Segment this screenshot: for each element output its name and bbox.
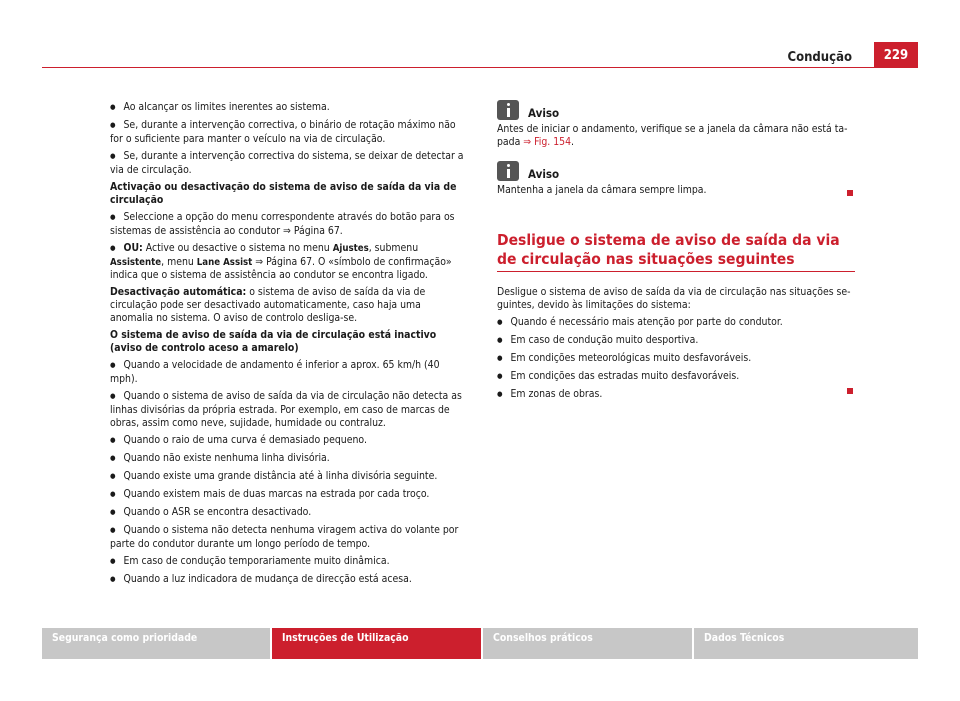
warning-text-tail: . [571,136,574,148]
list-item: ● Em caso de condução muito desportiva. [497,334,853,348]
section-list [497,316,853,402]
page-number: 229 [874,42,918,68]
section-heading-rule [497,271,855,272]
list-item: ● Seleccione a opção do menu correspondente através do botão para os sistemas de assistência ao condutor ⇒ Página 67. [110,211,465,238]
right-column [497,106,853,406]
ou-text: ⇒ Página 67. O «símbolo de confirmação» indica que o sistema de assistência ao condutor se encontra ligado. [110,256,452,281]
ou-text: , menu [161,256,197,268]
section-intro: Desligue o sistema de aviso de saída da via de circulação nas situações seguintes, devido às limitações do sistema: [497,286,851,311]
warning-icon [497,161,519,181]
warning-box-clean [497,159,853,197]
footer-tab-tips[interactable]: Conselhos práticos [483,628,692,659]
list-item: ● Quando a velocidade de andamento é inferior a aprox. 65 km/h (40 mph). [110,359,465,386]
header-rule [42,67,918,68]
list-item-ou [110,242,465,282]
ou-text: Active ou desactive o sistema no menu [142,242,333,254]
section-end-mark [847,388,853,394]
list-item: ● Em zonas de obras. [497,388,853,402]
list-item: ● Quando o raio de uma curva é demasiado pequeno. [110,434,465,448]
section-end-mark [847,190,853,196]
list-item: ● Quando a luz indicadora de mudança de direcção está acesa. [110,573,465,587]
footer-tab-instructions[interactable]: Instruções de Utilização [272,628,481,659]
menu-assistente: Assistente [110,257,162,268]
list-item: ● Quando existem mais de duas marcas na estrada por cada troço. [110,488,465,502]
menu-ajustes: Ajustes [332,243,369,254]
footer-tab-safety[interactable]: Segurança como prioridade [42,628,270,659]
figure-link[interactable]: ⇒ Fig. 154 [523,136,572,148]
ou-label: OU: [123,242,143,254]
inactive-heading: O sistema de aviso de saída da via de circulação está inactivo (aviso de controlo aceso a amarelo) [110,329,437,354]
activation-heading: Activação ou desactivação do sistema de aviso de saída da via de circulação [110,181,457,206]
warning-icon [497,100,519,120]
list-item: ● Quando não existe nenhuma linha divisória. [110,452,465,466]
left-column [110,101,465,591]
footer-tab-technical-data[interactable]: Dados Técnicos [694,628,918,659]
auto-label: Desactivação automática: [110,286,247,298]
menu-lane-assist: Lane Assist [196,257,253,268]
warning-text [497,123,853,149]
warning-text: Mantenha a janela da câmara sempre limpa. [497,184,707,196]
warning-box-camera [497,98,853,149]
warning-title: Aviso [528,106,560,120]
list-item: ● Ao alcançar os limites inerentes ao sistema. [110,101,465,115]
list-item: ● Quando o ASR se encontra desactivado. [110,506,465,520]
list-item: ● Em caso de condução temporariamente muito dinâmica. [110,555,465,569]
list-item: ● Quando existe uma grande distância até à linha divisória seguinte. [110,470,465,484]
list-item: ● Se, durante a intervenção correctiva, o binário de rotação máximo não for o suficiente para manter o veículo na via de circulação. [110,119,465,146]
auto-deactivation-paragraph [110,286,465,325]
list-item: ● Se, durante a intervenção correctiva do sistema, se deixar de detectar a via de circulação. [110,150,465,177]
list-item: ● Em condições meteorológicas muito desfavoráveis. [497,352,853,366]
page-header-title: Condução [787,50,852,65]
ou-text: , submenu [368,242,419,254]
list-item: ● Quando é necessário mais atenção por parte do condutor. [497,316,853,330]
auto-text: o sistema de aviso de saída da via de circulação pode ser desactivado automaticamente, caso haja uma anomalia no sistema. O aviso de controlo desliga-se. [110,286,426,324]
list-item: ● Quando o sistema não detecta nenhuma viragem activa do volante por parte do condutor durante um longo período de tempo. [110,524,465,551]
list-item: ● Em condições das estradas muito desfavoráveis. [497,370,853,384]
warning-text-body: Antes de iniciar o andamento, verifique se a janela da câmara não está tapada [497,123,848,148]
list-item: ● Quando o sistema de aviso de saída da via de circulação não detecta as linhas divisórias da própria estrada. Por exemplo, em caso de marcas de obras, assim como neve, sujidade, humidade ou contraluz. [110,390,465,430]
section-heading: Desligue o sistema de aviso de saída da via de circulação nas situações seguintes [497,231,840,268]
warning-title: Aviso [528,167,560,181]
